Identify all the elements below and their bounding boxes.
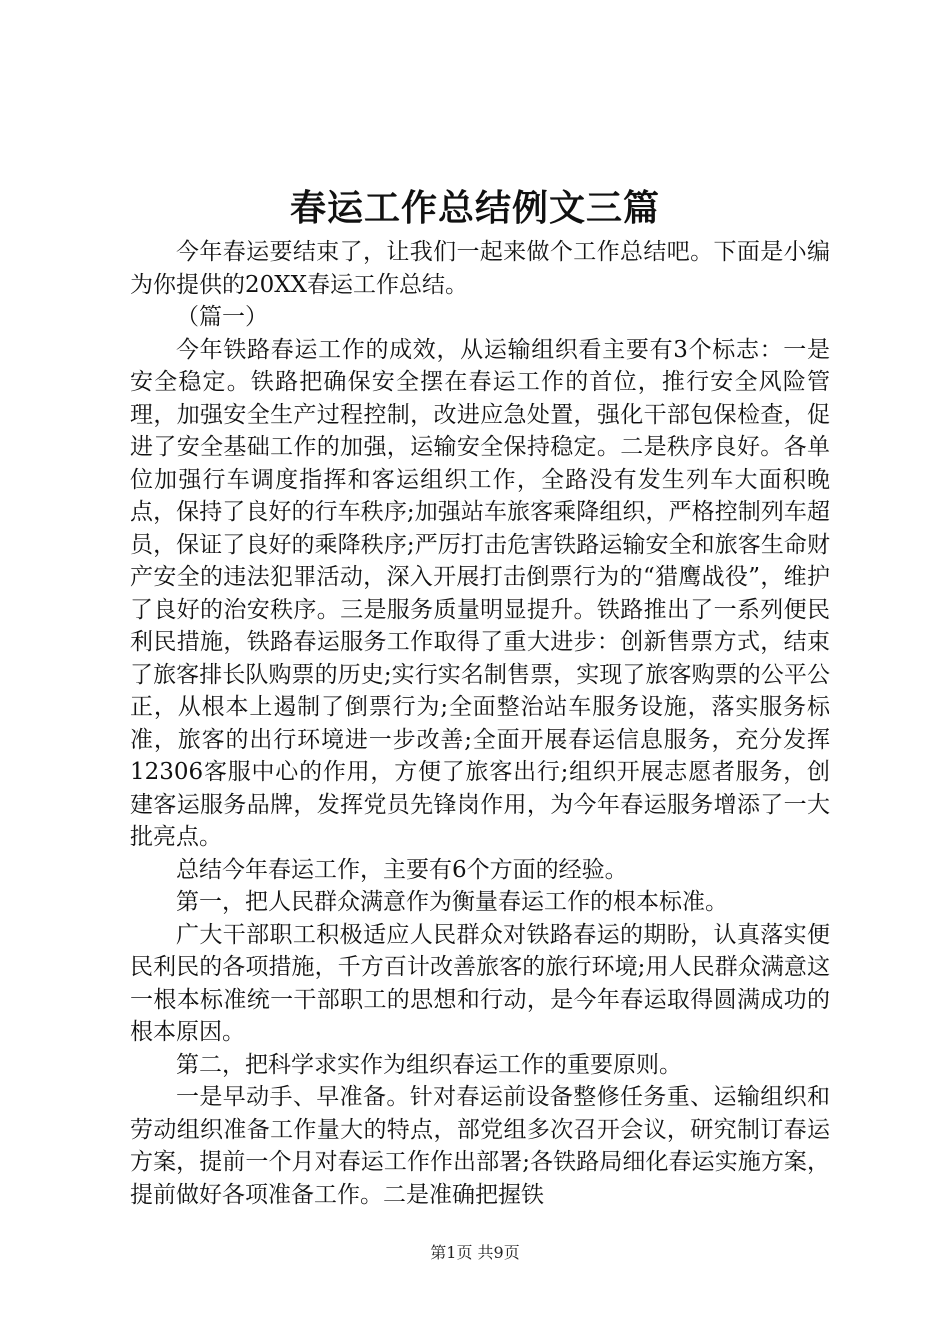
page-number-footer: 第1页 共9页 [430,1243,520,1262]
paragraph-intro: 今年春运要结束了，让我们一起来做个工作总结吧。下面是小编为你提供的20XX春运工作总结。 [130,239,830,298]
paragraph-first-detail: 广大干部职工积极适应人民群众对铁路春运的期盼，认真落实便民利民的各项措施，千方百计改善旅客的旅行环境;用人民群众满意这一根本标准统一干部职工的思想和行动，是今年春运取得圆满成功的根本原因。 [130,921,830,1045]
point-heading-second: 第二，把科学求实作为组织春运工作的重要原则。 [176,1051,682,1078]
page-title: 春运工作总结例文三篇 [289,187,660,229]
paragraph-experience-summary: 总结今年春运工作，主要有6个方面的经验。 [176,856,628,883]
paragraph-second-detail: 一是早动手、早准备。针对春运前设备整修任务重、运输组织和劳动组织准备工作量大的特点，部党组多次召开会议，研究制订春运方案，提前一个月对春运工作作出部署;各铁路局细化春运实施方案，提前做好各项准备工作。二是准确把握铁 [130,1084,830,1208]
section-heading-part-one: （篇一） [176,304,268,330]
document-body [130,236,830,1211]
paragraph-achievements: 今年铁路春运工作的成效，从运输组织看主要有3个标志：一是安全稳定。铁路把确保安全摆在春运工作的首位，推行安全风险管理，加强安全生产过程控制，改进应急处置，强化干部包保检查，促进了安全基础工作的加强，运输安全保持稳定。二是秩序良好。各单位加强行车调度指挥和客运组织工作，全路没有发生列车大面积晚点，保持了良好的行车秩序;加强站车旅客乘降组织，严格控制列车超员，保证了良好的乘降秩序;严厉打击危害铁路运输安全和旅客生命财产安全的违法犯罪活动，深入开展打击倒票行为的“猎鹰战役”，维护了良好的治安秩序。三是服务质量明显提升。铁路推出了一系列便民利民措施，铁路春运服务工作取得了重大进步：创新售票方式，结束了旅客排长队购票的历史;实行实名制售票，实现了旅客购票的公平公正，从根本上遏制了倒票行为;全面整治站车服务设施，落实服务标准，旅客的出行环境进一步改善;全面开展春运信息服务，充分发挥12306客服中心的作用，方便了旅客出行;组织开展志愿者服务，创建客运服务品牌，发挥党员先锋岗作用，为今年春运服务增添了一大批亮点。 [130,336,830,850]
point-heading-first: 第一，把人民群众满意作为衡量春运工作的根本标准。 [176,889,728,915]
